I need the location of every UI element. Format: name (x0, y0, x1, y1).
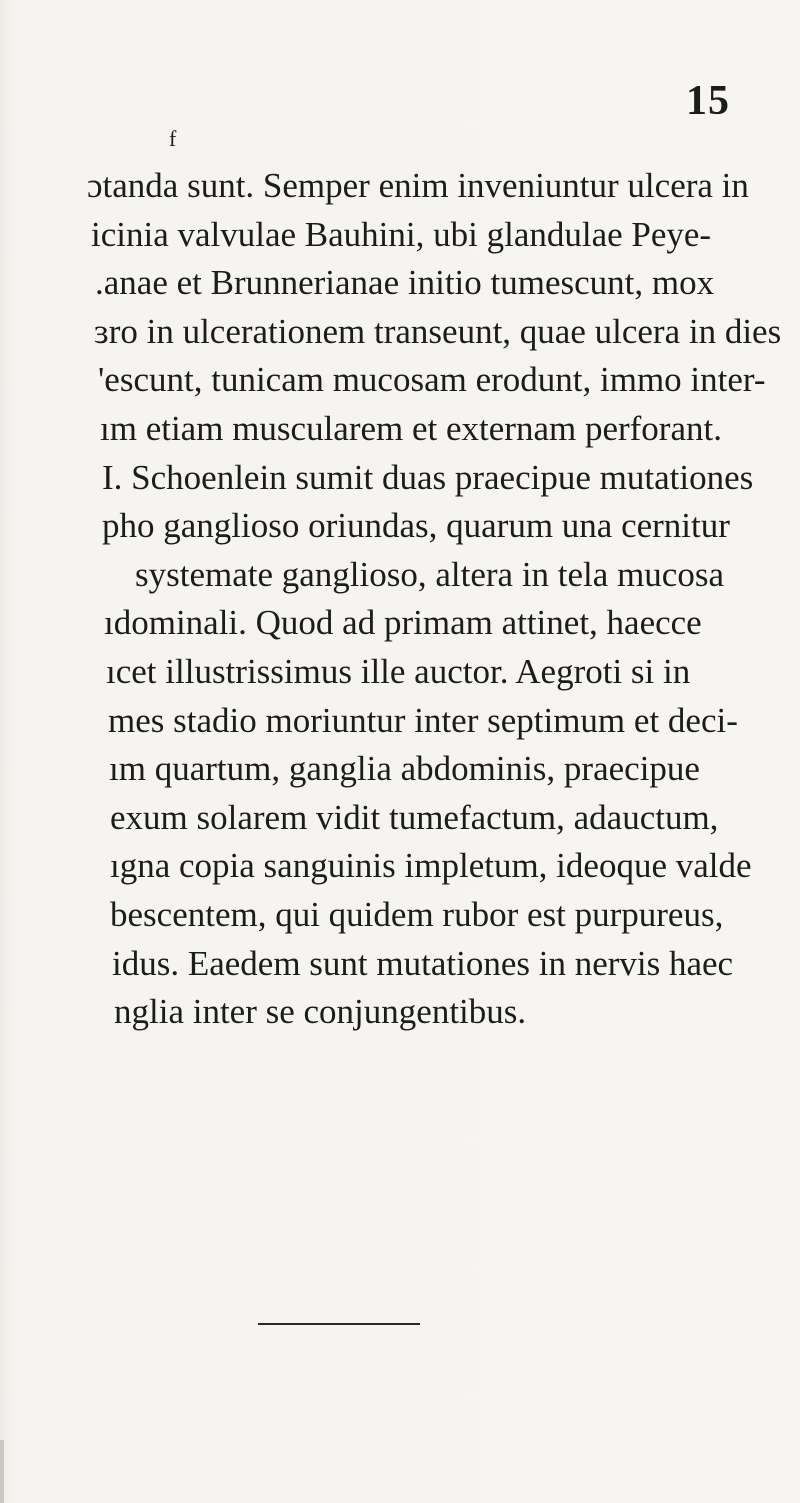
text-line (135, 551, 800, 600)
text-line-content: systemate ganglioso, altera in tela mucosa (135, 554, 724, 594)
text-line (112, 940, 800, 989)
text-line-content: 'escunt, tunicam mucosam erodunt, immo inter- (98, 360, 766, 400)
text-line-content: mes stadio moriuntur inter septimum et deci- (108, 700, 738, 740)
text-line-content: ɜro in ulcerationem transeunt, quae ulcera in dies (94, 311, 782, 351)
text-line (106, 648, 800, 697)
section-rule (258, 1323, 420, 1325)
margin-mark: f (169, 126, 177, 151)
text-line (110, 891, 800, 940)
text-line (91, 211, 791, 260)
text-line-content: idus. Eaedem sunt mutationes in nervis haec (112, 943, 734, 983)
text-line (87, 162, 787, 211)
text-line-content: ım quartum, ganglia abdominis, praecipue (109, 749, 700, 789)
text-line (114, 988, 800, 1037)
text-line (110, 842, 800, 891)
text-line-content: icinia valvulae Bauhini, ubi glandulae Peye- (91, 214, 712, 254)
page-number: 15 (686, 78, 730, 124)
text-line (98, 356, 798, 405)
text-line (104, 599, 800, 648)
text-line-content: ım etiam muscularem et externam perforant. (100, 408, 722, 448)
text-line-content: I. Schoenlein sumit duas praecipue mutationes (102, 457, 754, 497)
text-line-content: ıgna copia sanguinis impletum, ideoque valde (110, 846, 752, 886)
text-line (102, 502, 800, 551)
text-line-content: exum solarem vidit tumefactum, adauctum, (110, 797, 719, 837)
text-line (102, 454, 800, 503)
text-line (95, 259, 795, 308)
page-edge-shadow (0, 1440, 4, 1503)
text-line-content: ıdominali. Quod ad primam attinet, haecce (104, 603, 702, 643)
text-line (110, 794, 800, 843)
text-line-content: pho ganglioso oriundas, quarum una cernitur (102, 506, 730, 546)
text-line (100, 405, 800, 454)
text-line (94, 308, 794, 357)
text-line (108, 697, 800, 746)
text-line-content: bescentem, qui quidem rubor est purpureus, (110, 894, 724, 934)
text-line-content: nglia inter se conjungentibus. (114, 992, 527, 1032)
text-line-content: ıcet illustrissimus ille auctor. Aegroti si in (106, 651, 691, 691)
text-line (109, 745, 800, 794)
body-paragraph (87, 162, 790, 1037)
text-line-content: ɔtanda sunt. Semper enim inveniuntur ulcera in (87, 166, 749, 205)
text-line-content: .anae et Brunnerianae initio tumescunt, mox (95, 263, 715, 303)
